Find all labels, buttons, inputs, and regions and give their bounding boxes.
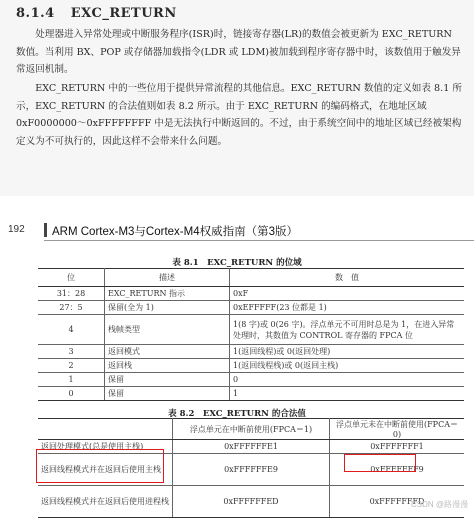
cell-value: 1(返回线程栈)或 0(返回主栈) [230, 359, 465, 373]
highlight-box-mode [36, 449, 164, 483]
cell-bits: 27：5 [38, 301, 105, 315]
paragraph-2: EXC_RETURN 中的一些位用于提供异常流程的其他信息。EXC_RETURN 数值的定义如表 8.1 所示，EXC_RETURN 的合法值则如表 8.2 所示。由于 EXC_RETURN 的编码格式，在地址区域 0xF0000000～0xFFFFFFFF 中是无法执行中断返回的。不过，由于系统空间中的地址区域已经被架构定义为不可执行的，因此这样不会带来什么问题。 [16, 83, 462, 147]
cell-value: 1(返回线程)或 0(返回处理) [230, 345, 465, 359]
col-value: 数 值 [230, 269, 465, 287]
cell-value: 0xF [230, 287, 465, 301]
running-header [0, 220, 474, 240]
cell-desc: 保留 [105, 373, 230, 387]
table2-caption: 表 8.2 EXC_RETURN 的合法值 [168, 409, 306, 419]
cell-bits: 1 [38, 373, 105, 387]
cell-bits: 0 [38, 387, 105, 401]
table-row [38, 287, 464, 301]
col-bits: 位 [38, 269, 105, 287]
paragraph-1: 处理器进入异常处理或中断服务程序(ISR)时，链接寄存器(LR)的数值会被更新为 EXC_RETURN 数值。当利用 BX、POP 或存储器加载指令(LDR 或 LDM)被加载到程序寄存器中时，该数值用于触发异常返回机制。 [16, 29, 461, 75]
cell-desc: EXC_RETURN 指示 [105, 287, 230, 301]
cell-desc: 保留(全为 1) [105, 301, 230, 315]
cell-bits: 31：28 [38, 287, 105, 301]
header-rule [44, 240, 474, 241]
table1-caption: 表 8.1 EXC_RETURN 的位域 [172, 258, 302, 268]
table-row [38, 345, 464, 359]
table-header-row [38, 419, 464, 440]
cell-desc: 栈帧类型 [105, 315, 230, 345]
cell-value: 0xEFFFFF(23 位都是 1) [230, 301, 465, 315]
cell-mode: 返回线程模式并在返回后使用进程栈 [38, 486, 173, 518]
cell-mode: 返回线程模式并在返回后使用主栈 [38, 454, 173, 486]
table-header-row [38, 269, 464, 287]
cell-fpca0: 0xFFFFFFF9 [330, 454, 465, 486]
cell-value: 1(8 字)或 0(26 字)。浮点单元不可用时总是为 1，在进入异常处理时，其数值为 CONTROL 寄存器的 FPCA 位 [230, 315, 465, 345]
col-fpca0: 浮点单元未在中断前使用(FPCA＝0) [330, 419, 465, 440]
watermark: CSDN @路漫漫 [410, 500, 468, 509]
table-row [38, 301, 464, 315]
table-row [38, 359, 464, 373]
cell-fpca1: 0xFFFFFFE9 [173, 454, 330, 486]
col-fpca1: 浮点单元在中断前使用(FPCA＝1) [173, 419, 330, 440]
cell-bits: 4 [38, 315, 105, 345]
cell-desc: 返回模式 [105, 345, 230, 359]
cell-fpca1: 0xFFFFFFE1 [173, 440, 330, 454]
cell-mode: 返回处理模式(总是使用主栈) [38, 440, 173, 454]
bottom-page [0, 220, 474, 513]
cell-desc: 保留 [105, 387, 230, 401]
cell-value: 1 [230, 387, 465, 401]
table-row [38, 315, 464, 345]
col-description: 描述 [105, 269, 230, 287]
cell-desc: 返回栈 [105, 359, 230, 373]
table-row [38, 387, 464, 401]
section-heading [16, 6, 177, 21]
cell-fpca1: 0xFFFFFFED [173, 486, 330, 518]
exc-return-bitfield-table [38, 268, 464, 401]
top-page [0, 0, 474, 196]
cell-bits: 2 [38, 359, 105, 373]
cell-fpca0: 0xFFFFFFF1 [330, 440, 465, 454]
cell-fpca0: 0xFFFFFFFD [330, 486, 465, 518]
cell-bits: 3 [38, 345, 105, 359]
section-title: EXC_RETURN [70, 6, 177, 21]
book-title: ARM Cortex-M3与Cortex-M4权威指南（第3版） [52, 226, 298, 238]
table-row [38, 373, 464, 387]
section-number: 8.1.4 [16, 6, 55, 21]
page-number: 192 [8, 224, 25, 235]
col-mode [38, 419, 173, 440]
header-bar [44, 223, 47, 237]
highlight-box-value [344, 454, 416, 472]
cell-value: 0 [230, 373, 465, 387]
